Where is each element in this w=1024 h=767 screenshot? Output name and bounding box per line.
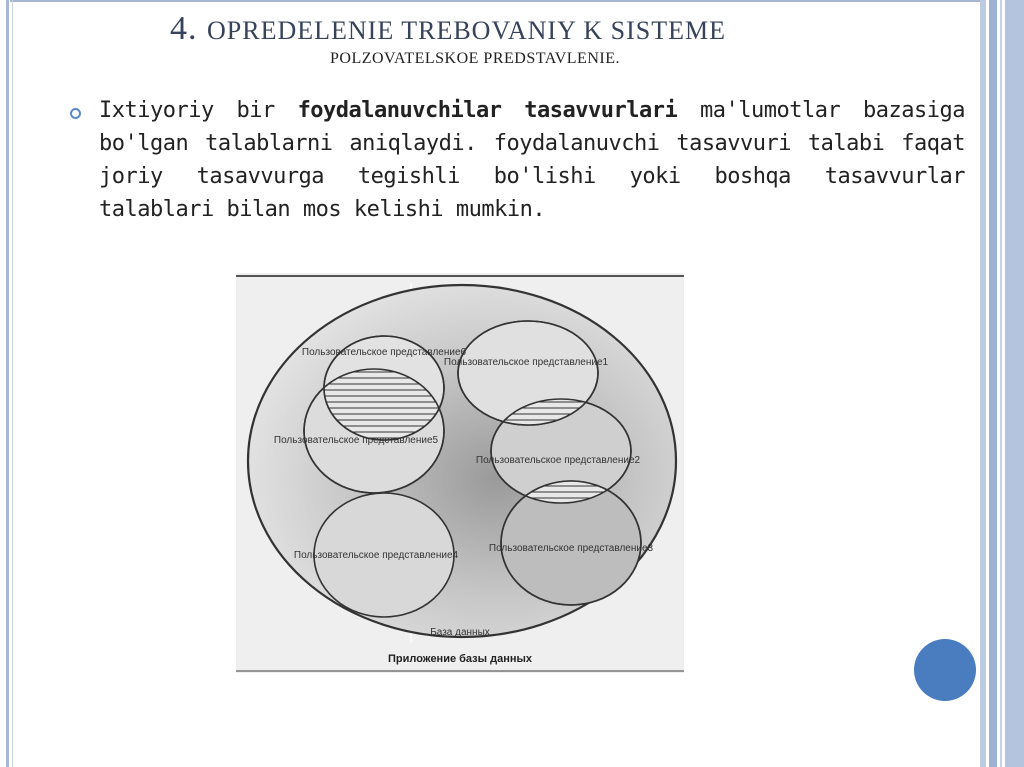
title-number: 4. [170, 10, 198, 47]
slide-title [170, 10, 870, 48]
database-label: База данных [430, 627, 490, 638]
view-6-label: Пользовательское представление6 [301, 347, 467, 358]
title-text: OPREDELENIE TREBOVANIY K SISTEME [207, 16, 727, 45]
left-border [6, 0, 9, 767]
view-5-label: Пользовательское представление5 [273, 435, 439, 446]
bullet-circle-icon [70, 108, 81, 119]
left-border-thin [12, 0, 13, 767]
view-2-label: Пользовательское представление2 [475, 455, 641, 466]
view-1-label: Пользовательское представление1 [443, 357, 609, 368]
right-border [980, 0, 1024, 767]
diagram-svg [236, 273, 684, 673]
top-border [10, 0, 980, 2]
decorative-circle [914, 639, 976, 701]
bullet-lead: Ixtiyoriy bir [99, 98, 298, 123]
view-4-label: Пользовательское представление4 [293, 550, 459, 561]
database-views-diagram [236, 273, 684, 673]
view-3-label: Пользовательское представление3 [488, 543, 654, 554]
diagram-caption: Приложение базы данных [387, 653, 533, 665]
bullet-paragraph [99, 94, 965, 226]
slide-subtitle: POLZOVATELSKOE PREDSTAVLENIE. [330, 50, 620, 67]
bullet-bold-term: foydalanuvchilar tasavvurlari [297, 98, 678, 123]
bullet-rest: ma'lumotlar bazasiga bo'lgan talablarni aniqlaydi. foydalanuvchi tasavvuri talabi faqat joriy tasavvurga tegishli bo'lishi yoki boshqa tasavvurlar talablari bilan mos kelishi mumkin. [99, 98, 966, 222]
